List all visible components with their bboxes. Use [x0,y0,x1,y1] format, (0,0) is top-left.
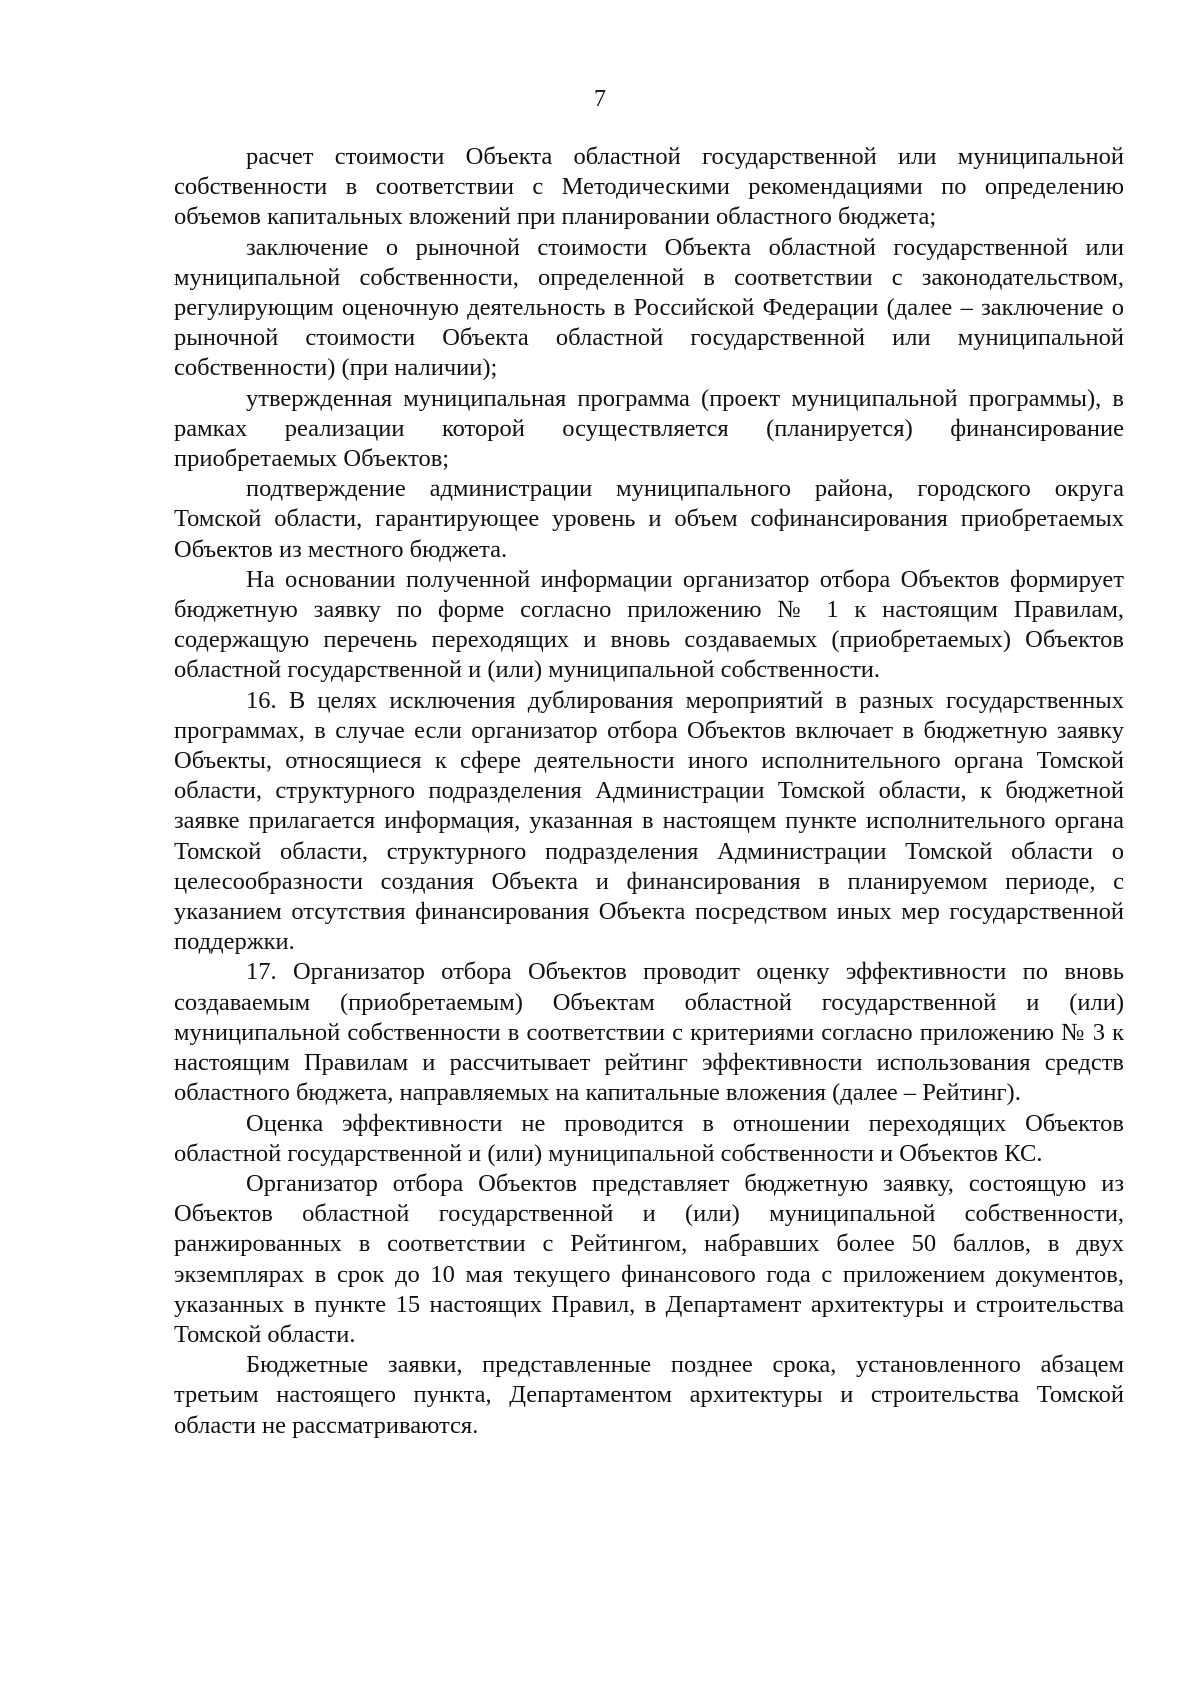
document-body [174,142,1124,1441]
paragraph-item-16: 16. В целях исключения дублирования мероприятий в разных государственных программах, в случае если организатор отбора Объектов включает в бюджетную заявку Объекты, относящиеся к сфере деятельности иного исполнительного органа Томской области, структурного подразделения Администрации Томской области, к бюджетной заявке прилагается информация, указанная в настоящем пункте исполнительного органа Томской области, структурного подразделения Администрации Томской области о целесообразности создания Объекта и финансирования в планируемом периоде, с указанием отсутствия финансирования Объекта посредством иных мер государственной поддержки. [174,686,1124,956]
page-number: 7 [594,86,606,112]
paragraph-cost-calculation: расчет стоимости Объекта областной государственной или муниципальной собственности в соответствии с Методическими рекомендациями по определению объемов капитальных вложений при планировании областного бюджета; [174,143,1124,231]
paragraph-budget-request: На основании полученной информации организатор отбора Объектов формирует бюджетную заявку по форме согласно приложению № 1 к настоящим Правилам, содержащую перечень переходящих и вновь создаваемых (приобретаемых) Объектов областной государственной и (или) муниципальной собственности. [174,565,1124,684]
paragraph-market-value-conclusion: заключение о рыночной стоимости Объекта областной государственной или муниципальной собственности, определенной в соответствии с законодательством, регулирующим оценочную деятельность в Российской Федерации (далее – заключение о рыночной стоимости Объекта областной государственной или муниципальной собственности) (при наличии); [174,233,1124,382]
paragraph-request-submission: Организатор отбора Объектов представляет бюджетную заявку, состоящую из Объектов областной государственной и (или) муниципальной собственности, ранжированных в соответствии с Рейтингом, набравших более 50 баллов, в двух экземплярах в срок до 10 мая текущего финансового года с приложением документов, указанных в пункте 15 настоящих Правил, в Департамент архитектуры и строительства Томской области. [174,1169,1124,1348]
paragraph-cofinancing-confirmation: подтверждение администрации муниципального района, городского округа Томской области, гарантирующее уровень и объем софинансирования приобретаемых Объектов из местного бюджета. [174,475,1124,563]
paragraph-municipal-program: утвержденная муниципальная программа (проект муниципальной программы), в рамках реализации которой осуществляется (планируется) финансирование приобретаемых Объектов; [174,384,1124,473]
paragraph-efficiency-exemption: Оценка эффективности не проводится в отношении переходящих Объектов областной государственной и (или) муниципальной собственности и Объектов КС. [174,1109,1124,1167]
paragraph-late-requests: Бюджетные заявки, представленные позднее срока, установленного абзацем третьим настоящего пункта, Департаментом архитектуры и строительства Томской области не рассматриваются. [174,1351,1124,1439]
paragraph-item-17: 17. Организатор отбора Объектов проводит оценку эффективности по вновь создаваемым (приобретаемым) Объектам областной государственной и (или) муниципальной собственности в соответствии с критериями согласно приложению № 3 к настоящим Правилам и рассчитывает рейтинг эффективности использования средств областного бюджета, направляемых на капитальные вложения (далее – Рейтинг). [174,958,1124,1107]
